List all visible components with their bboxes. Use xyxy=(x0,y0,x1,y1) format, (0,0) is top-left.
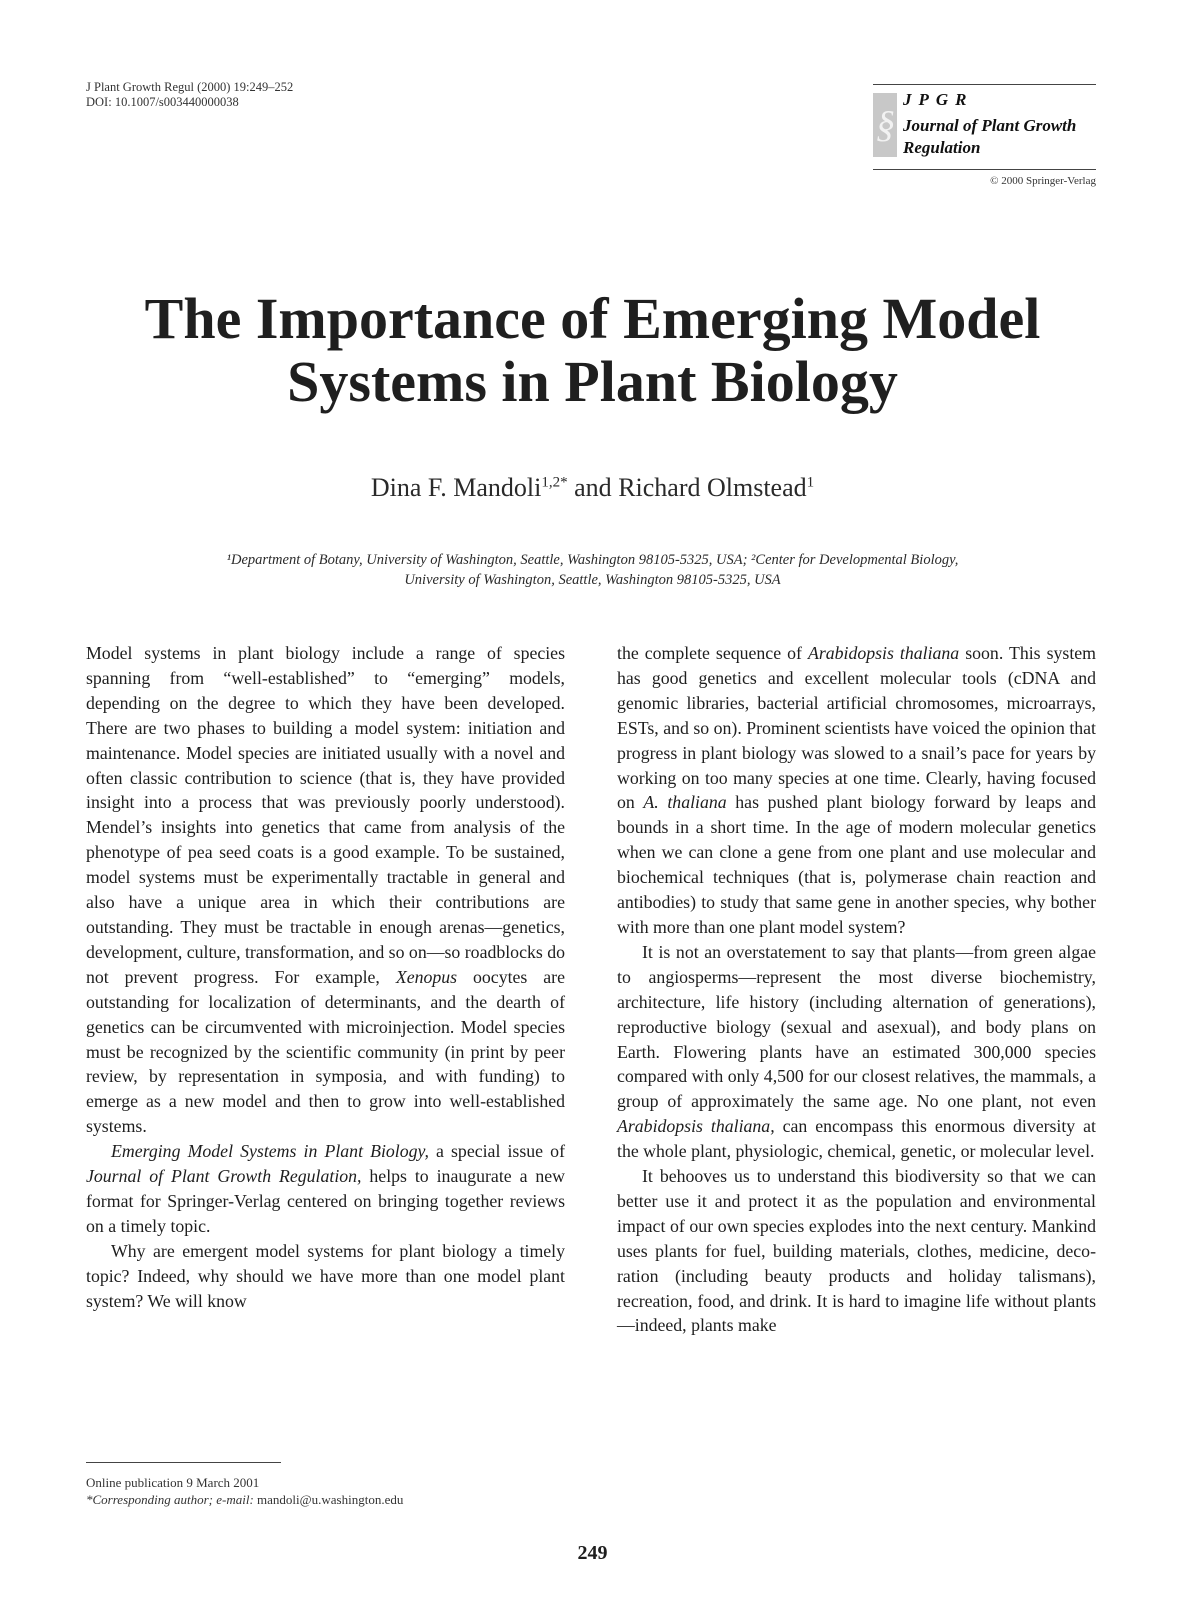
doi-line: DOI: 10.1007/s003440000038 xyxy=(86,95,239,109)
citation-line: J Plant Growth Regul (2000) 19:249–252 xyxy=(86,80,294,94)
body-column-left xyxy=(86,641,565,1313)
journal-abbreviation: JPGR xyxy=(903,90,974,109)
footnote-divider xyxy=(86,1462,281,1463)
species-name: Xenopus xyxy=(395,966,458,987)
paragraph-text: the complete sequence of xyxy=(617,643,808,663)
body-paragraph xyxy=(86,1139,565,1239)
paragraph-text: It is not an overstatement to say that plants—from green algae to angiosperms—represent the most diverse biochemistry, architecture, life history (including alternation of generations), reproductive biology (sexual and asexual), and body plans on Earth. Flowering plants have an estimated 300,000 species compared with only 4,500 for our closest relatives, the mammals, a group of approximately the same age. No one plant, not even xyxy=(617,941,1096,1112)
author-list xyxy=(0,473,1185,503)
author-connector: and xyxy=(567,473,619,502)
author-name: Dina F. Mandoli xyxy=(370,473,542,502)
paragraph-text: a special issue of xyxy=(428,1141,565,1162)
body-paragraph: It behooves us to understand this biodiversity so that we can better use it and protect it as the population and environmental impact of our own species explodes into the next century. Mankind uses plants for fuel, building materials, clothes, medicine, decoration (including beauty products and holiday talismans), recreation, food, and drink. It is hard to imagine life without plants—indeed, plants make xyxy=(617,1166,1096,1336)
online-publication-date: Online publication 9 March 2001 xyxy=(86,1475,260,1490)
article-title xyxy=(60,287,1125,413)
body-paragraph xyxy=(86,641,565,1139)
journal-title: Journal of Plant Growth Regulation, xyxy=(86,1166,362,1187)
paragraph-text: has pushed plant biology forward by leaps and bounds in a short time. In the age of modern molecular genetics when we can clone a gene from one plant and use molecular and biochemical techniques (that is, polymerase chain reaction and antibodies) to study that same gene in another species, why bother with more than one plant model system? xyxy=(617,792,1097,937)
footnote-block xyxy=(86,1474,403,1508)
author-affiliation-marker: 1 xyxy=(806,474,815,491)
title-line-2: Systems in Plant Biology xyxy=(287,349,898,414)
corresponding-author-note xyxy=(86,1491,403,1508)
paragraph-text: soon. This system has good genetics and excellent molecular tools (cDNA and genomic libraries, bacterial artificial chromosomes, microarrays, ESTs, and so on). Prominent scientists have voiced the opinion that progress in plant biology was slowed to a snail’s pace for years by working on too many species at one time. Clearly, having focused on xyxy=(617,643,1096,813)
author-email[interactable]: mandoli@u.washington.edu xyxy=(253,1492,404,1507)
affiliation-line: ¹Department of Botany, University of Washington, Seattle, Washington 98105-5325, USA; ²Center for Developmental Biology, xyxy=(226,552,959,568)
page-number: 249 xyxy=(577,1542,608,1564)
affiliation-line: University of Washington, Seattle, Washington 98105-5325, USA xyxy=(404,572,781,588)
body-paragraph xyxy=(617,940,1096,1164)
species-name: Arabidopsis thaliana xyxy=(807,643,960,663)
issue-title: Emerging Model Systems in Plant Biology, xyxy=(111,1141,429,1162)
body-column-right xyxy=(617,641,1096,1338)
paragraph-text: can encompass this enormous diversity at the whole plant, physiologic, chemical, genetic, or molecular level. xyxy=(617,1116,1096,1162)
species-name: A. thaliana xyxy=(643,792,727,813)
species-name: Arabidopsis thaliana, xyxy=(617,1116,775,1137)
journal-name: Journal of Plant Growth Regulation xyxy=(903,116,1077,157)
journal-logo-icon: § xyxy=(873,93,897,157)
journal-logo-box xyxy=(873,84,1096,170)
paragraph-text: Model systems in plant biology include a range of species spanning from “well-established” to “emerging” models, depending on the degree to which they have been developed. There are two phases to building a model system: initiation and maintenance. Model species are initiated usually with a novel and often classic contribution to science (that is, they have provided insight into a process that was previously poorly understood). Mendel’s insights into genetics that came from analysis of the phenotype of pea seed coats is a good example. To be sustained, model systems must be experimentally tractable in general and also have a unique area in which their contributions are outstanding. They must be tractable in enough arenas—genetics, development, culture, transformation, and so on—so roadblocks do not prevent progress. For example, xyxy=(86,643,565,987)
paragraph-text: helps to inaugurate a new format for Springer-Verlag centered on bringing together reviews on a timely topic. xyxy=(86,1166,565,1236)
body-paragraph xyxy=(617,641,1096,940)
body-paragraph: Why are emergent model systems for plant biology a timely topic? Indeed, why should we have more than one model plant system? We will know xyxy=(86,1240,565,1311)
corresponding-author-label: *Corresponding author; e-mail: xyxy=(86,1492,254,1507)
paragraph-text: oocytes are outstanding for localization of determinants, and the dearth of genetics can be circumvented with microinjection. Model species must be recognized by the scientific community (in print by peer review, by representation in symposia, and with funding) to emerge as a new model and then to grow into well-established systems. xyxy=(86,966,565,1137)
title-line-1: The Importance of Emerging Model xyxy=(144,286,1041,351)
affiliation-block xyxy=(80,550,1105,590)
author-affiliation-marker: 1,2* xyxy=(541,474,568,491)
citation-block xyxy=(86,80,293,110)
copyright-notice: © 2000 Springer-Verlag xyxy=(990,175,1096,187)
author-name: Richard Olmstead xyxy=(618,473,807,502)
